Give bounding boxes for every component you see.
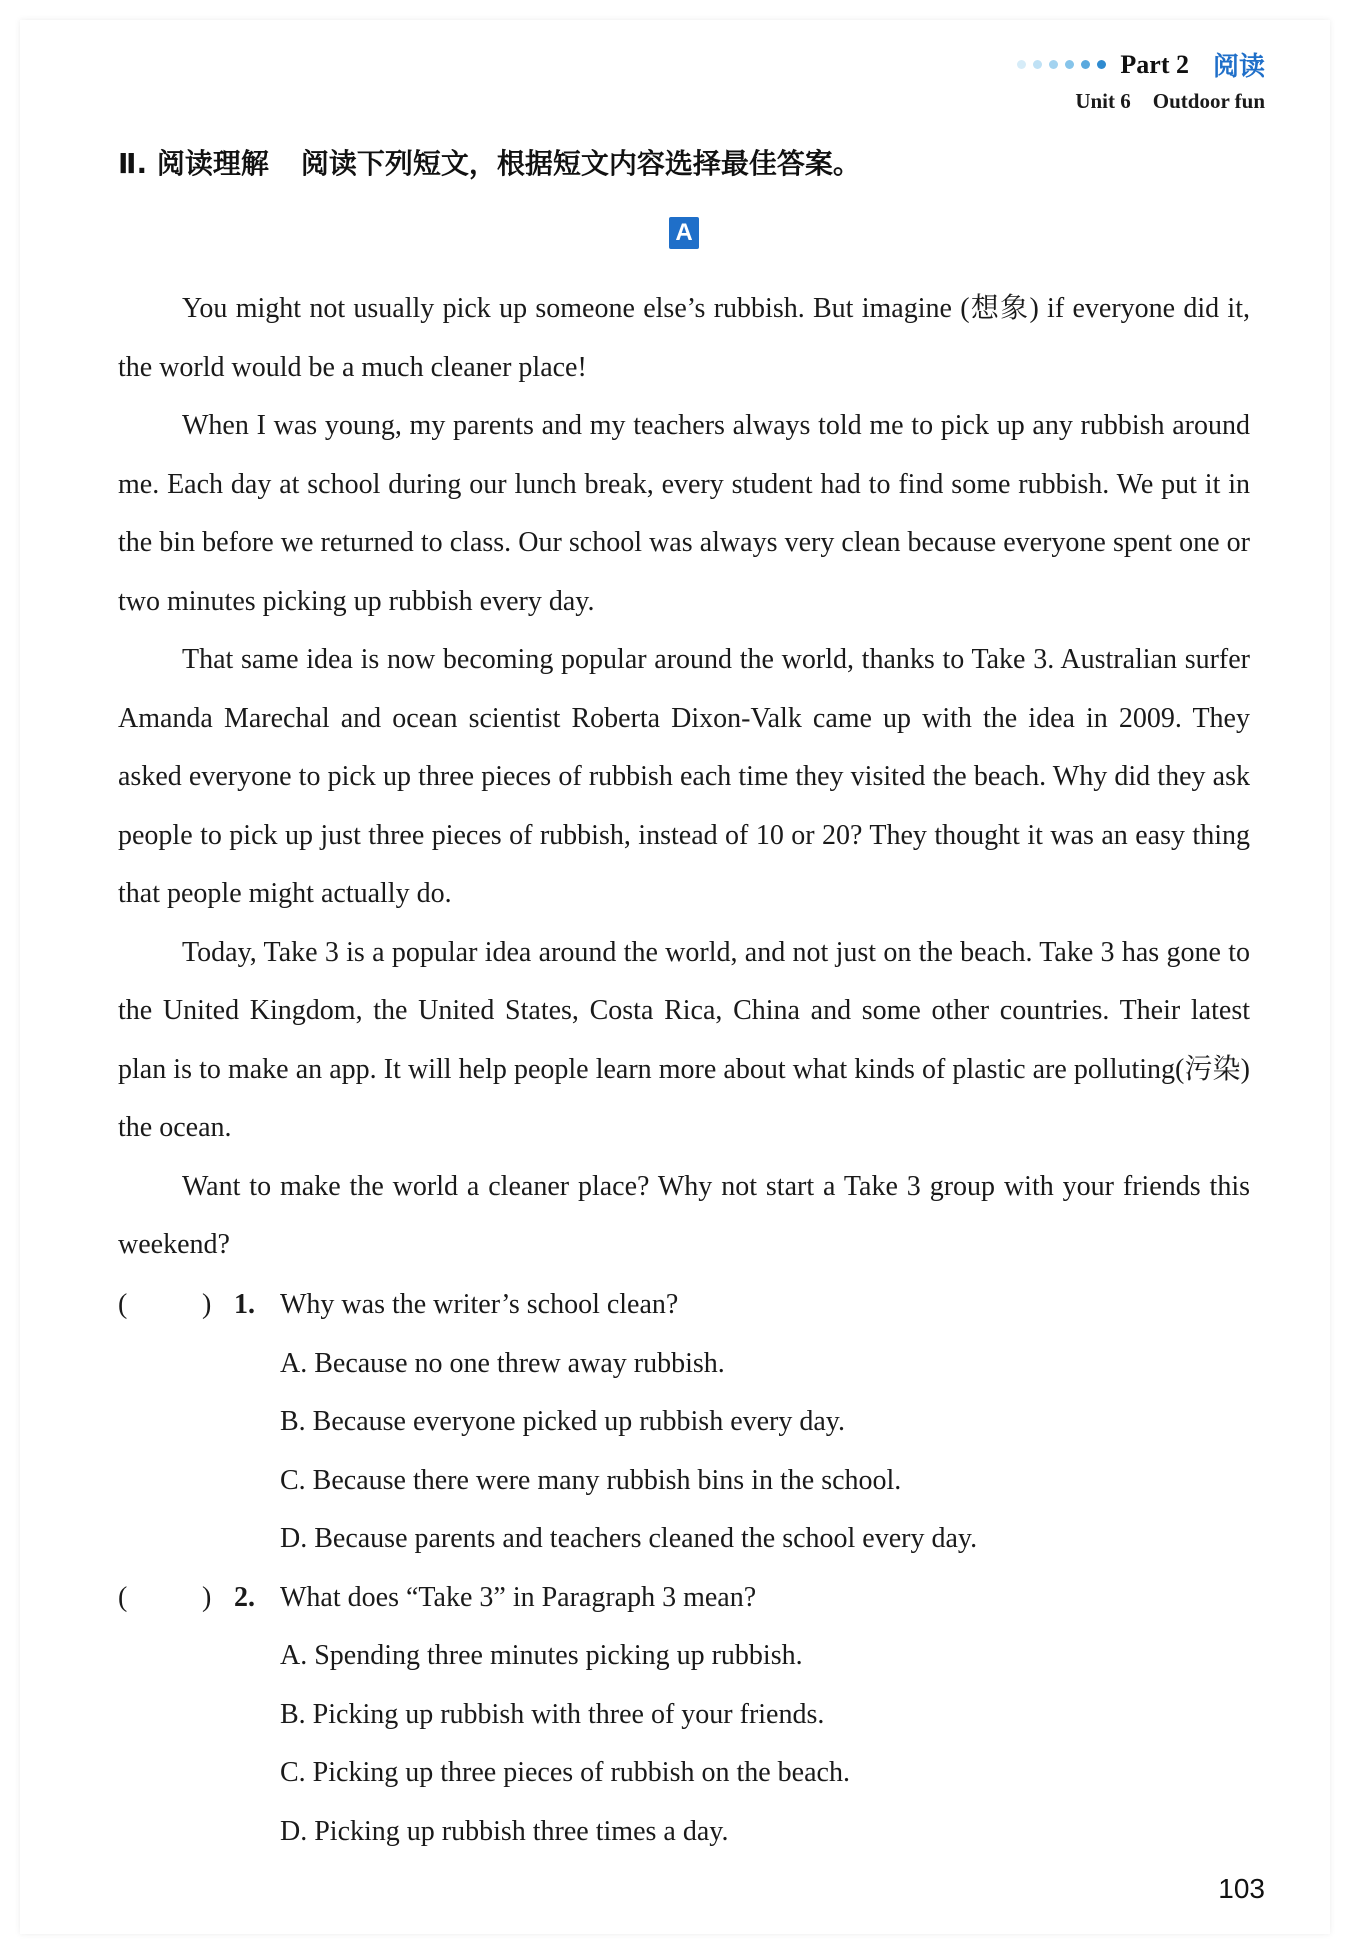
question-stem bbox=[118, 1276, 1250, 1335]
dot-icon bbox=[1097, 60, 1106, 69]
paragraph: That same idea is now becoming popular around the world, thanks to Take 3. Australian surfer Amanda Marechal and ocean scientist Roberta Dixon-Valk came up with the idea in 2009. They asked everyone to pick up three pieces of rubbish each time they visited the beach. Why did they ask people to pick up just three pieces of rubbish, instead of 10 or 20? They thought it was an easy thing that people might actually do. bbox=[118, 644, 1250, 909]
dot-icon bbox=[1049, 60, 1058, 69]
dot-icon bbox=[1017, 60, 1026, 69]
option-b: B. Because everyone picked up rubbish every day. bbox=[280, 1406, 845, 1437]
instruction-label: Ⅱ. 阅读理解 bbox=[118, 147, 269, 180]
question-text: Why was the writer’s school clean? bbox=[280, 1289, 679, 1320]
instruction-text: 阅读下列短文，根据短文内容选择最佳答案。 bbox=[300, 147, 861, 180]
answer-blank-close: ) bbox=[202, 1581, 212, 1613]
section-label: 阅读 bbox=[1212, 52, 1265, 82]
question-list bbox=[118, 1276, 1250, 1861]
option-c: C. Picking up three pieces of rubbish on the beach. bbox=[280, 1757, 850, 1788]
dot-icon bbox=[1033, 60, 1042, 69]
paragraph: You might not usually pick up someone else’s rubbish. But imagine (想象) if everyone did it, the world would be a much cleaner place! bbox=[118, 293, 1250, 383]
option-c: C. Because there were many rubbish bins in the school. bbox=[280, 1464, 902, 1496]
option-b: B. Picking up rubbish with three of your friends. bbox=[280, 1698, 825, 1730]
running-header bbox=[1017, 46, 1265, 114]
option-d: D. Picking up rubbish three times a day. bbox=[280, 1815, 729, 1847]
dot-icon bbox=[1081, 60, 1090, 69]
passage-badge: A bbox=[669, 217, 699, 249]
unit-line bbox=[1017, 89, 1265, 114]
option-a: A. Spending three minutes picking up rubbish. bbox=[280, 1640, 803, 1671]
part-label: Part 2 bbox=[1120, 49, 1189, 79]
question-number: 2. bbox=[234, 1581, 255, 1613]
answer-blank-close: ) bbox=[202, 1289, 212, 1320]
reading-passage bbox=[118, 280, 1250, 1275]
question-stem bbox=[118, 1569, 1250, 1628]
decorative-dots bbox=[1017, 60, 1106, 69]
question-number: 1. bbox=[234, 1289, 255, 1320]
section-instruction bbox=[118, 142, 861, 182]
paragraph: Today, Take 3 is a popular idea around the world, and not just on the beach. Take 3 has gone to the United Kingdom, the United States, Costa Rica, China and some other countries. Their latest plan is to make an app. It will help people learn more about what kinds of plastic are polluting(污染) the ocean. bbox=[118, 936, 1250, 1143]
unit-label: Unit 6 bbox=[1075, 89, 1131, 113]
answer-blank-open[interactable]: ( bbox=[118, 1289, 128, 1320]
question-1 bbox=[118, 1276, 1250, 1569]
option-d: D. Because parents and teachers cleaned the school every day. bbox=[280, 1523, 978, 1554]
option-a: A. Because no one threw away rubbish. bbox=[280, 1347, 725, 1379]
dot-icon bbox=[1065, 60, 1074, 69]
answer-blank-open[interactable]: ( bbox=[118, 1581, 128, 1613]
question-text: What does “Take 3” in Paragraph 3 mean? bbox=[280, 1581, 757, 1613]
paragraph: Want to make the world a cleaner place? Why not start a Take 3 group with your friends this weekend? bbox=[118, 1170, 1250, 1260]
question-2 bbox=[118, 1569, 1250, 1862]
unit-title: Outdoor fun bbox=[1152, 89, 1265, 113]
page-number: 103 bbox=[1218, 1873, 1265, 1904]
paragraph: When I was young, my parents and my teachers always told me to pick up any rubbish around me. Each day at school during our lunch break, every student had to find some rubbish. We put it in the bin before we returned to class. Our school was always very clean because everyone spent one or two minutes picking up rubbish every day. bbox=[118, 410, 1250, 617]
